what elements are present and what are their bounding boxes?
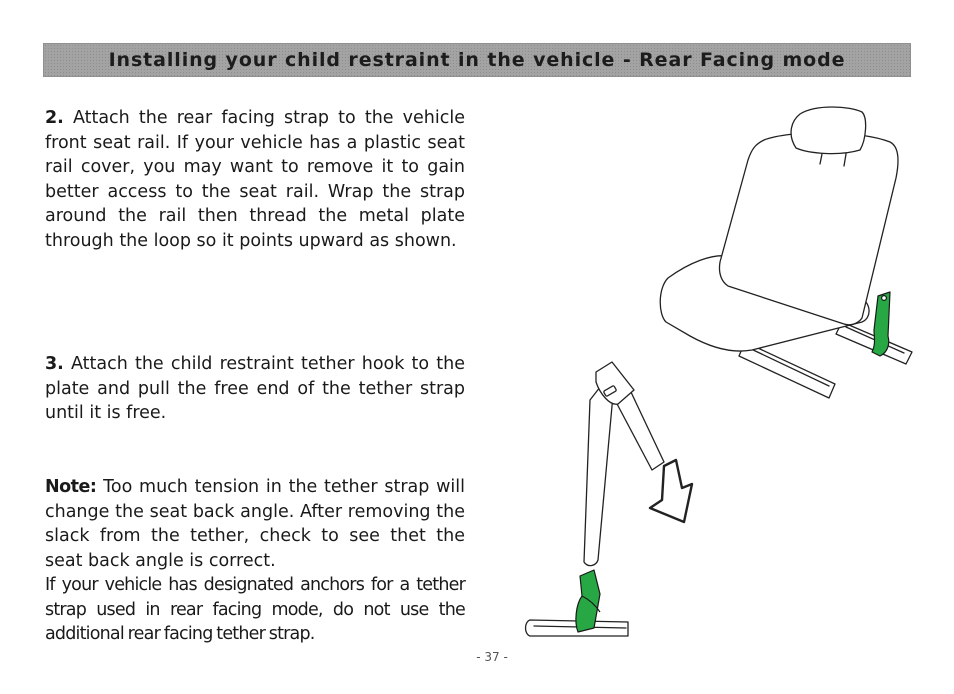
page-number: - 37 - [476,650,508,664]
seat-headrest [791,107,866,154]
step-3-number: 3. [45,354,64,374]
tether-strap [584,382,614,566]
note-text: Too much tension in the tether strap will change the seat back angle. After removing the slack from the tether, check to see thet the seat back angle is correct. [45,477,465,571]
pull-arrow-icon [650,460,692,522]
step-3-text: Attach the child restraint tether hook to the plate and pull the free end of the tether strap until it is free. [45,354,465,423]
step-2-number: 2. [45,108,64,128]
section-title: Installing your child restraint in the vehicle - Rear Facing mode [108,49,846,71]
note-label: Note: [45,477,97,497]
step-2-text: Attach the rear facing strap to the vehicle front seat rail. If your vehicle has a plastic seat rail cover, you may want to remove it to gain better access to the seat rail. Wrap the strap around the rail then thread the metal plate through the loop so it points upward as shown. [45,108,465,251]
rear-facing-strap-icon [872,292,890,356]
note-extra: If your vehicle has designated anchors for a tether strap used in rear facing mode, do not use the additional rear facing tether strap. [45,575,465,644]
